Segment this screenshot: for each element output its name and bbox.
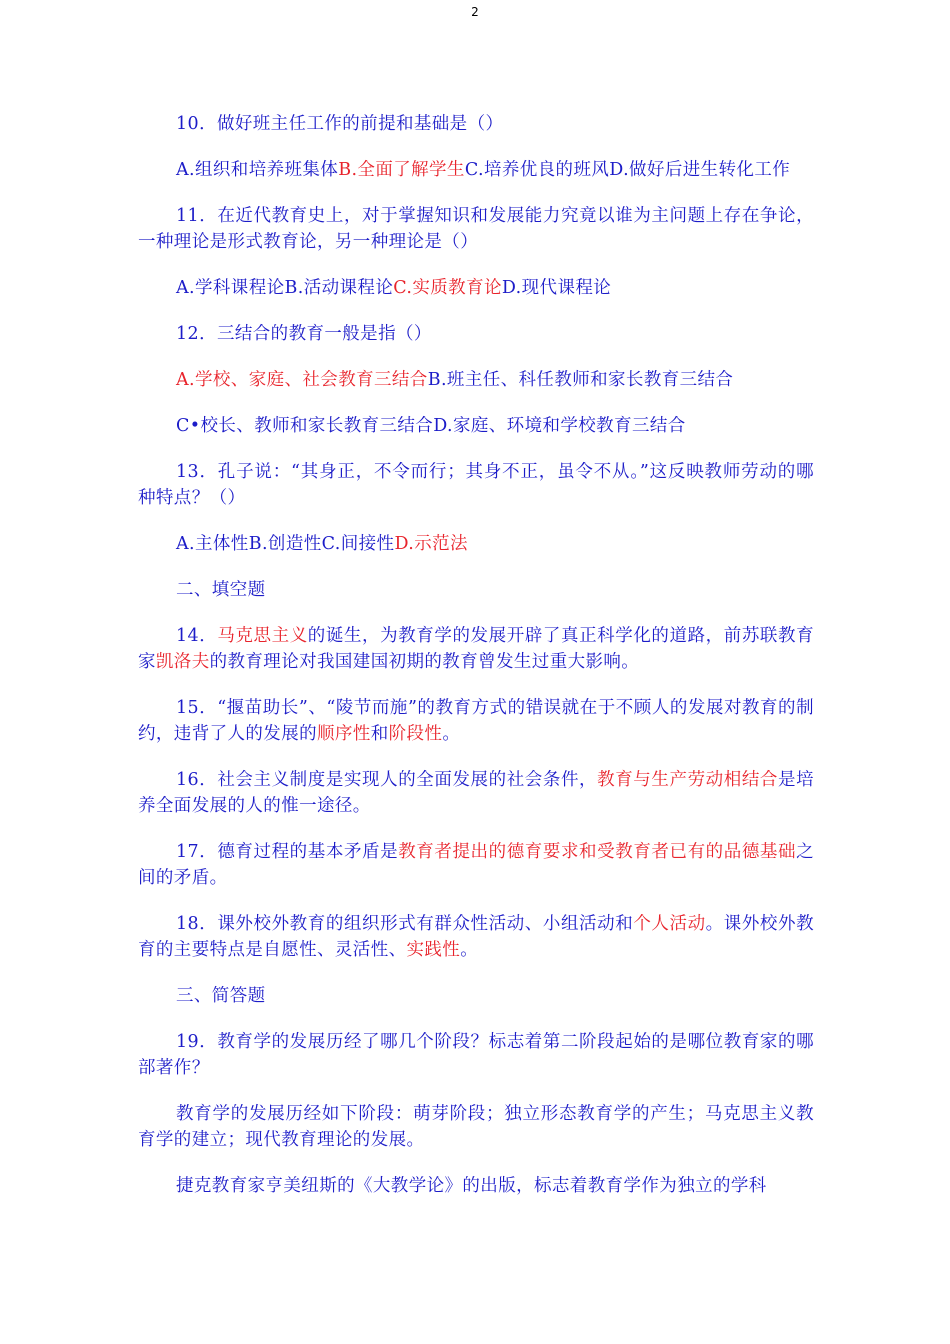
body-text: 15．“揠苗助长”、“陵节而施”的教育方式的错误就在于不顾人的发展对教育的制约，违背了人的发展的 [138, 698, 814, 744]
body-text: 12．三结合的教育一般是指（） [176, 324, 432, 344]
answer-text: C.实质教育论 [393, 278, 502, 298]
paragraph-q17 [138, 839, 814, 891]
answer-text: 凯洛夫 [155, 652, 210, 672]
answer-text: 教育与生产劳动相结合 [597, 770, 778, 790]
paragraph-q15 [138, 695, 814, 747]
answer-text: 马克思主义 [217, 626, 308, 646]
body-text: 17．德育过程的基本矛盾是 [176, 842, 399, 862]
body-text: 三、简答题 [176, 986, 266, 1006]
body-text: 。 [460, 940, 479, 960]
paragraph-q10-options [138, 157, 814, 183]
answer-text: B.全面了解学生 [338, 160, 465, 180]
body-text: 的教育理论对我国建国初期的教育曾发生过重大影响。 [209, 652, 640, 672]
answer-text: 顺序性 [317, 724, 371, 744]
body-text: 的诞生，为教育学的发展开辟了真正科学化的道路，前苏联教育家 [138, 626, 815, 672]
body-text: A.学科课程论B.活动课程论 [176, 278, 394, 298]
body-text: D.现代课程论 [501, 278, 612, 298]
answer-text: 教育者提出的德育要求和受教育者已有的品德基础 [398, 842, 797, 862]
body-text: C•校长、教师和家长教育三结合D.家庭、环境和学校教育三结合 [176, 416, 686, 436]
answer-text: 阶段性 [388, 724, 443, 744]
page-number: 2 [471, 5, 479, 19]
body-text: 。 [442, 724, 461, 744]
body-text: 10．做好班主任工作的前提和基础是（） [176, 114, 504, 134]
body-text: B.班主任、科任教师和家长教育三结合 [427, 370, 734, 390]
paragraph-q12-options-1 [138, 367, 814, 393]
paragraph-q11-options [138, 275, 814, 301]
paragraph-q16 [138, 767, 814, 819]
body-text: 教育学的发展历经如下阶段：萌芽阶段；独立形态教育学的产生；马克思主义教育学的建立；现代教育理论的发展。 [138, 1104, 814, 1150]
body-text: A.组织和培养班集体 [176, 160, 339, 180]
body-text: 18．课外校外教育的组织形式有群众性活动、小组活动和 [176, 914, 634, 934]
paragraph-q11 [138, 203, 814, 255]
paragraph-a19-2 [138, 1173, 814, 1199]
body-text: 二、填空题 [176, 580, 266, 600]
body-text: 是培养全面发展的人的惟一途径。 [138, 770, 814, 816]
body-text: 13．孔子说：“其身正，不令而行；其身不正，虽令不从。”这反映教师劳动的哪种特点？（） [138, 462, 814, 508]
paragraph-q13-options [138, 531, 814, 557]
body-text: 19．教育学的发展历经了哪几个阶段？标志着第二阶段起始的是哪位教育家的哪部著作？ [138, 1032, 814, 1078]
body-text: 之间的矛盾。 [138, 842, 814, 888]
paragraph-q18 [138, 911, 814, 963]
paragraph-q13 [138, 459, 814, 511]
body-text: 和 [370, 724, 389, 744]
paragraph-a19-1 [138, 1101, 814, 1153]
answer-text: 实践性 [406, 940, 461, 960]
body-text: 14． [176, 626, 218, 646]
paragraph-q19 [138, 1029, 814, 1081]
answer-text: A.学校、家庭、社会教育三结合 [176, 370, 428, 390]
answer-text: D.示范法 [394, 534, 468, 554]
body-text: 16．社会主义制度是实现人的全面发展的社会条件， [176, 770, 598, 790]
body-text: C.培养优良的班风D.做好后进生转化工作 [464, 160, 791, 180]
document-body [138, 111, 814, 1219]
body-text: 11．在近代教育史上，对于掌握知识和发展能力究竟以谁为主问题上存在争论，一种理论是形式教育论，另一种理论是（） [138, 206, 814, 252]
body-text: 。课外校外教育的主要特点是自愿性、灵活性、 [138, 914, 814, 960]
body-text: A.主体性B.创造性C.间接性 [176, 534, 395, 554]
answer-text: 个人活动 [633, 914, 706, 934]
paragraph-section-3 [138, 983, 814, 1009]
paragraph-section-2 [138, 577, 814, 603]
body-text: 捷克教育家亨美纽斯的《大教学论》的出版，标志着教育学作为独立的学科 [176, 1176, 767, 1196]
paragraph-q12-options-2 [138, 413, 814, 439]
paragraph-q10 [138, 111, 814, 137]
paragraph-q12 [138, 321, 814, 347]
paragraph-q14 [138, 623, 814, 675]
